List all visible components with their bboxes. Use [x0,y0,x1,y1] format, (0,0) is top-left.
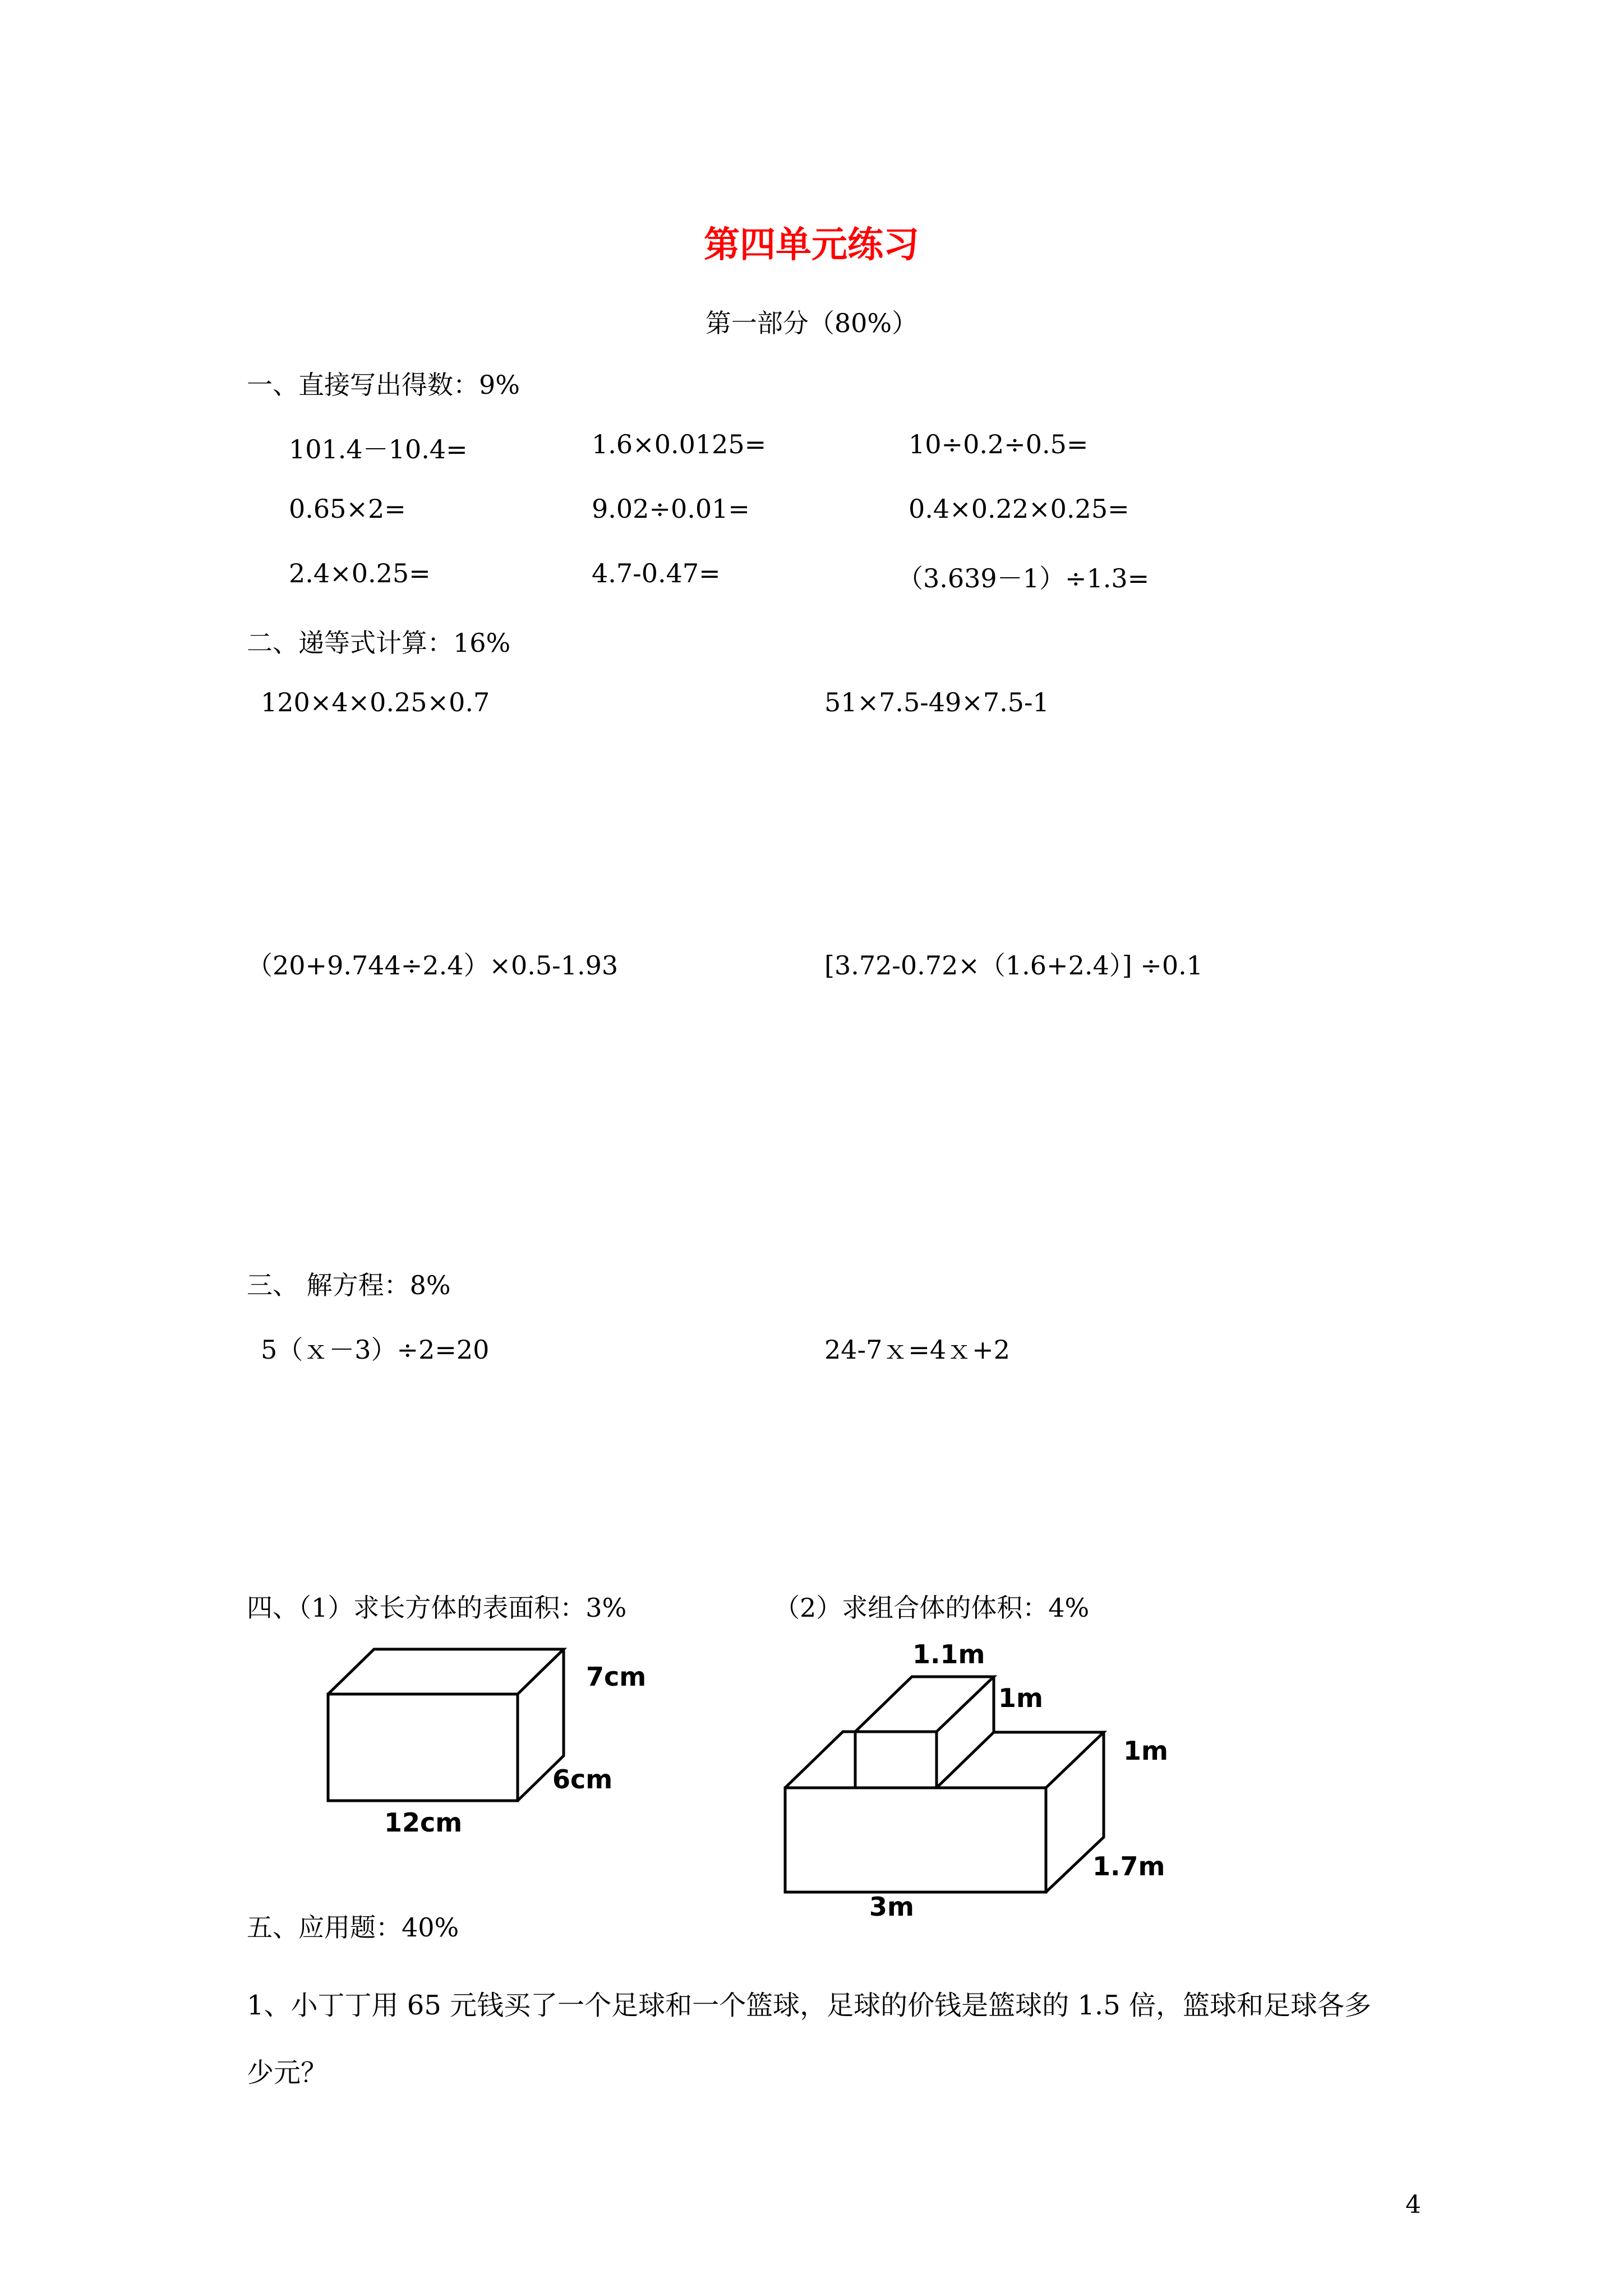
problem-1-3: 10÷0.2÷0.5= [909,429,1089,459]
problem-1-1: 101.4－10.4= [289,434,468,464]
combo-top-width-label: 1.1m [912,1639,985,1669]
section4-heading: 四、（1）求长方体的表面积：3% [247,1593,627,1623]
equation-1: 5（ｘ－3）÷2=20 [261,1335,490,1365]
combo-top-height-label: 1m [998,1683,1043,1713]
problem-1-2: 1.6×0.0125= [592,429,767,459]
problem-2-3: （20+9.744÷2.4）×0.5-1.93 [247,950,619,981]
base-top-face [937,1732,1104,1788]
left-step-face [785,1732,855,1788]
problem-1-6: 0.4×0.22×0.25= [909,494,1129,524]
equation-2: 24-7ｘ=4ｘ+2 [824,1335,1010,1365]
problem-1-8: 4.7-0.47= [592,558,721,588]
composite-figure [774,1630,1195,1927]
cuboid-depth-label: 6cm [552,1764,613,1795]
problem-2-1: 120×4×0.25×0.7 [261,687,490,717]
combo-base-height-label: 1m [1123,1736,1168,1766]
base-front-face [785,1788,1046,1892]
problem-1-7: 2.4×0.25= [289,558,431,588]
page-number: 4 [1405,2191,1421,2219]
combo-length-label: 3m [869,1892,914,1922]
problem-1-4: 0.65×2= [289,494,406,524]
top-block-front [855,1732,937,1788]
cuboid-front-face [328,1694,518,1801]
section5-heading: 五、应用题：40% [247,1912,459,1943]
cuboid-length-label: 12cm [384,1807,463,1838]
top-block-top [855,1677,994,1732]
problem-1-9: （3.639－1）÷1.3= [897,563,1150,593]
problem-2-2: 51×7.5-49×7.5-1 [824,687,1049,717]
cuboid-figure [303,1638,662,1840]
section3-heading: 三、 解方程：8% [247,1270,451,1300]
section1-heading: 一、直接写出得数：9% [247,370,520,400]
problem-1-5: 9.02÷0.01= [592,494,750,524]
word-problem-1: 1、小丁丁用 65 元钱买了一个足球和一个篮球，足球的价钱是篮球的 1.5 倍，篮球和足球各多少元？ [247,1990,1371,2088]
cuboid-height-label: 7cm [586,1662,647,1692]
combo-depth-label: 1.7m [1092,1851,1165,1881]
section4-sub2: （2）求组合体的体积：4% [774,1593,1090,1623]
cuboid-top-face [328,1649,564,1694]
section2-heading: 二、递等式计算：16% [247,628,511,658]
problem-2-4: [3.72-0.72×（1.6+2.4）] ÷0.1 [824,950,1203,981]
page-title: 第四单元练习 [704,224,919,266]
page-subtitle: 第一部分（80%） [705,308,918,338]
